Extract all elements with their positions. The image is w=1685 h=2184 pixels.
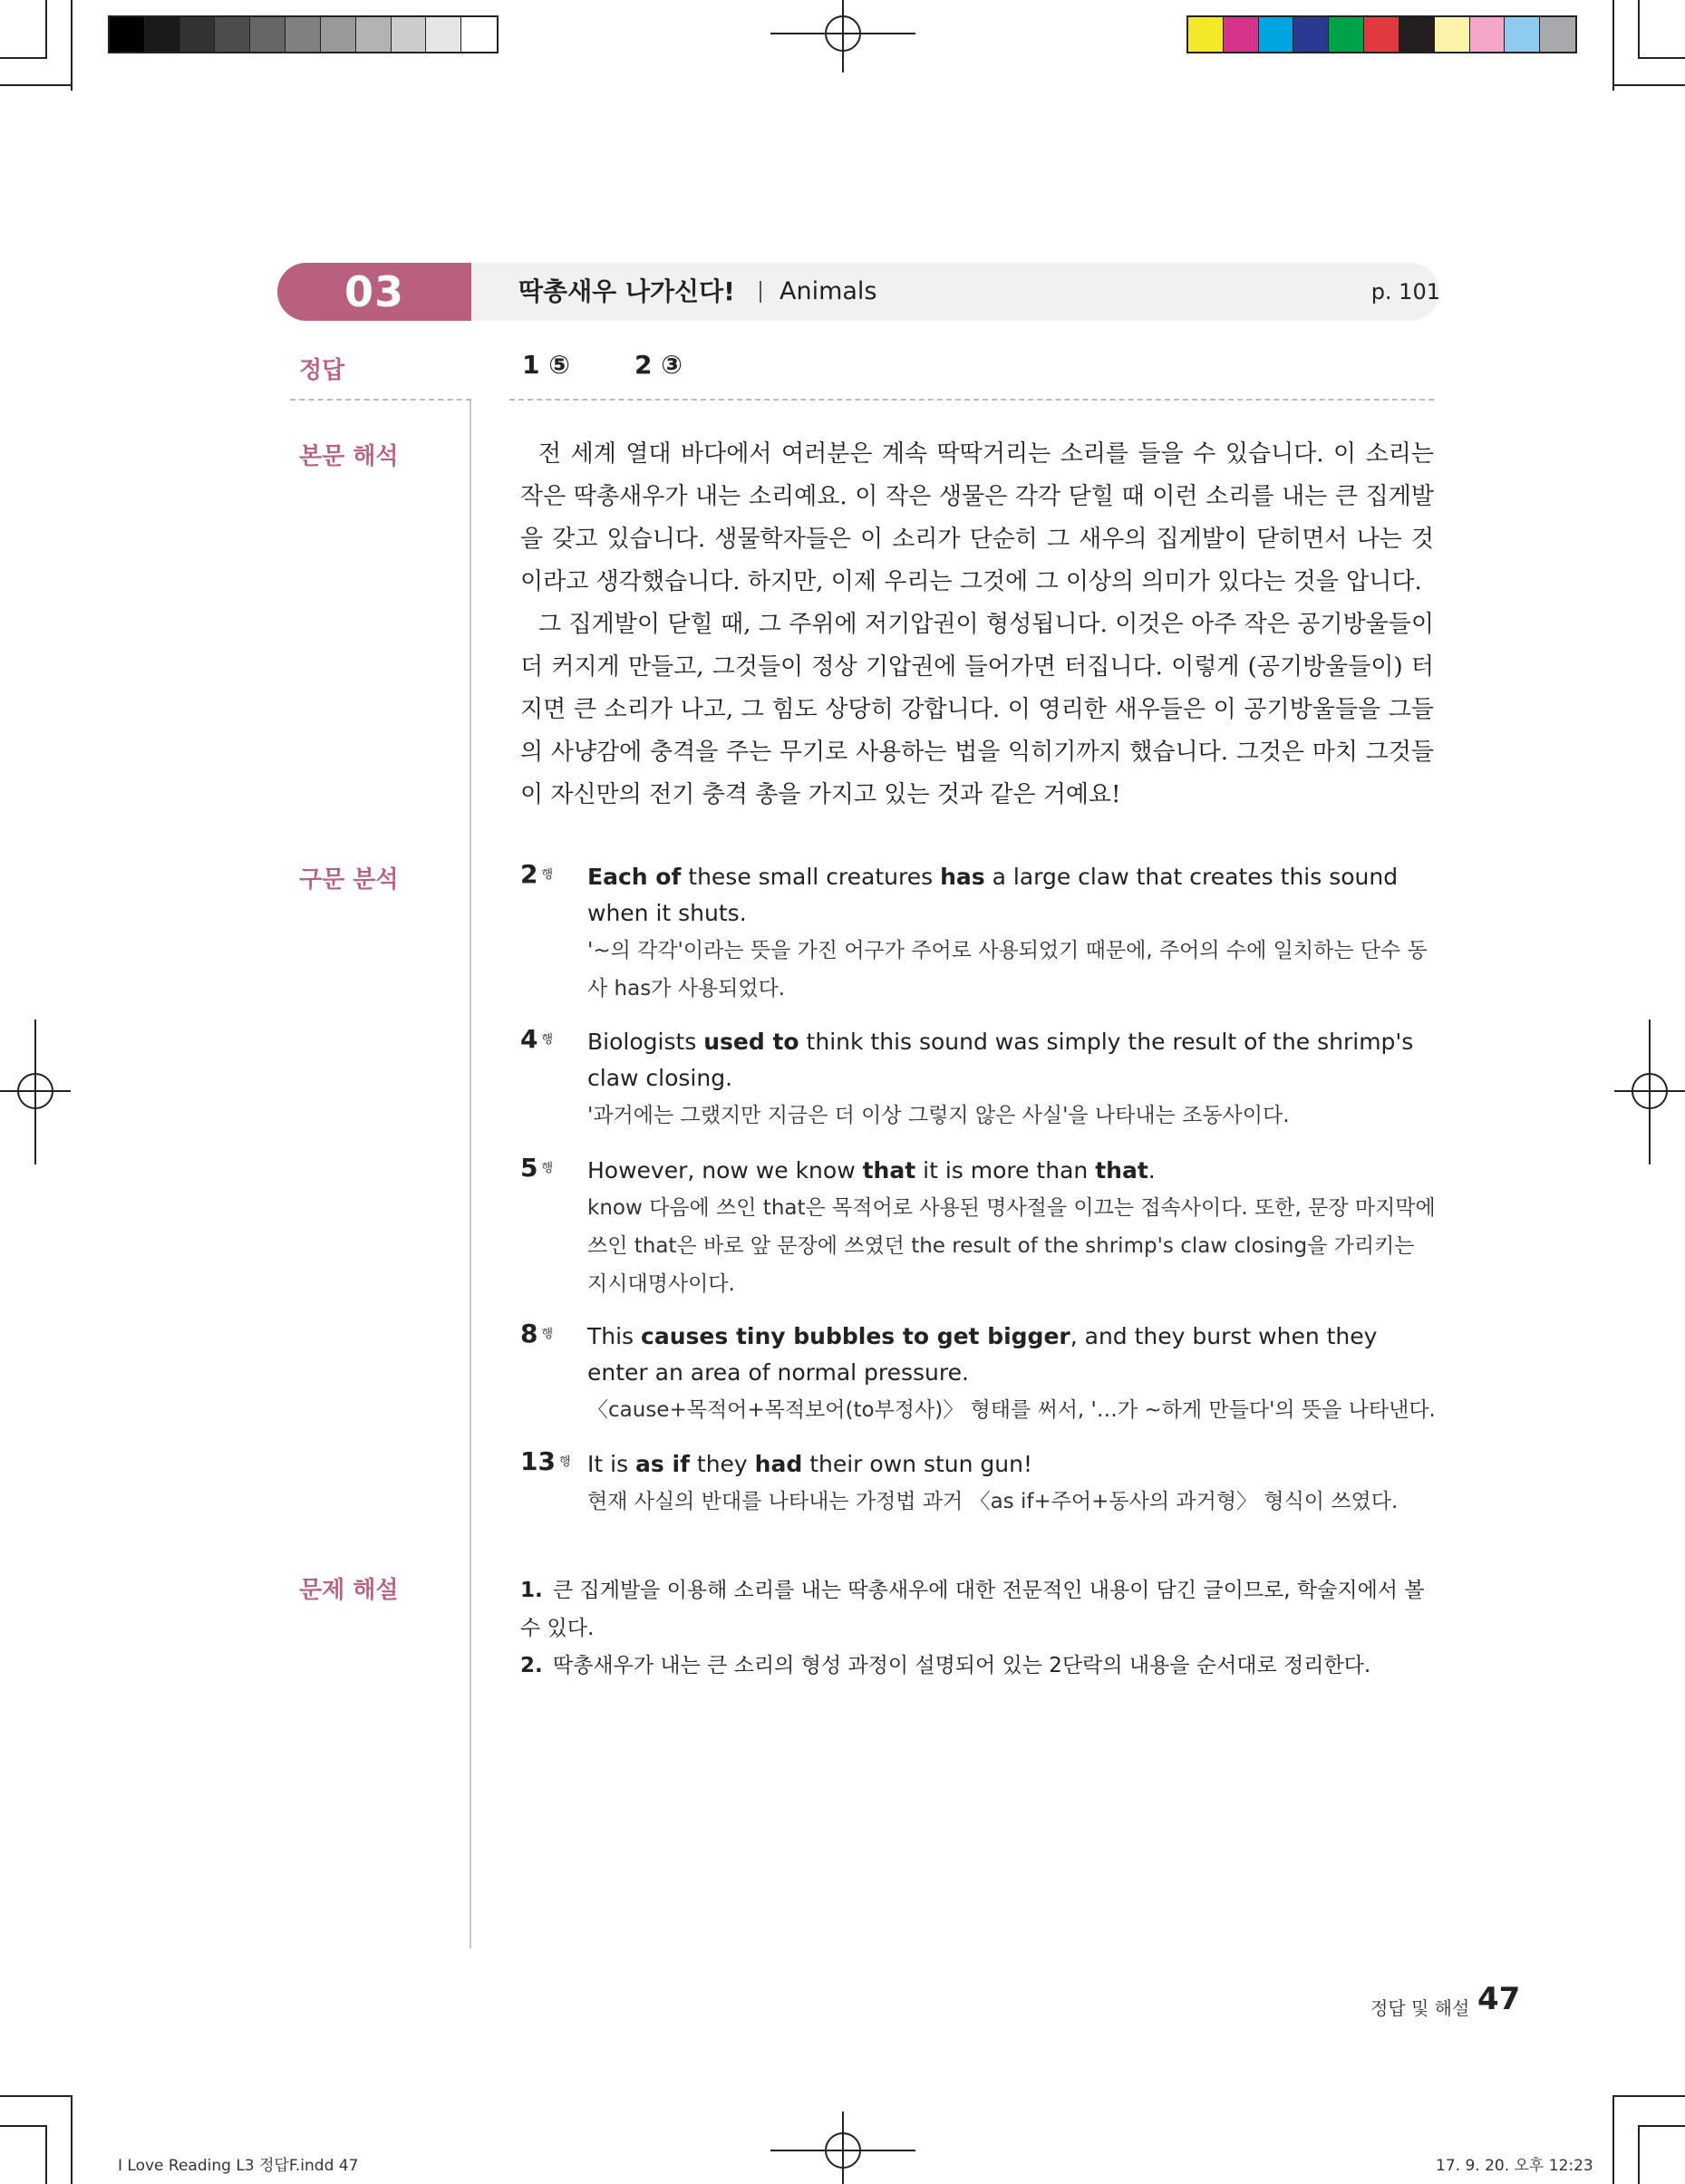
analysis-note: 〈cause+목적어+목적보어(to부정사)〉 형태를 써서, '…가 ~하게 만들다'의 뜻을 나타낸다.: [587, 1398, 1436, 1422]
line-number: [520, 859, 553, 889]
sentence-text: a large claw that creates this sound when it shuts.: [587, 864, 1399, 926]
analysis-note: 현재 사실의 반대를 나타내는 가정법 과거 〈as if+주어+동사의 과거형〉 형식이 쓰였다.: [587, 1490, 1399, 1513]
sentence-bold: had: [754, 1451, 803, 1477]
analysis-sentence: [587, 859, 1436, 932]
explanation-number: 2.: [520, 1654, 543, 1677]
sentence-bold: causes tiny bubbles to get bigger: [641, 1323, 1070, 1349]
color-swatch: [1188, 17, 1224, 52]
sentence-text: This: [587, 1323, 642, 1349]
process-color-bar: [1186, 15, 1577, 53]
color-swatch: [145, 17, 180, 52]
color-swatch: [1259, 17, 1294, 52]
line-number: [520, 1153, 553, 1183]
title-separator: [760, 281, 761, 303]
color-swatch: [180, 17, 216, 52]
page-number: 47: [1477, 1981, 1521, 2017]
analysis-sentence: [587, 1024, 1436, 1097]
sentence-bold: as if: [635, 1451, 690, 1477]
line-unit: 행: [541, 1328, 554, 1341]
line-number: [520, 1446, 571, 1476]
color-swatch: [110, 17, 145, 52]
line-number: [520, 1319, 553, 1348]
unit-number: 03: [277, 263, 471, 321]
line-unit: 행: [541, 1162, 554, 1175]
color-swatch: [392, 17, 427, 52]
line-number-value: 5: [520, 1153, 538, 1183]
unit-title: 딱총새우 나가신다!: [518, 276, 735, 306]
column-divider: [470, 399, 471, 1948]
translation-paragraph-2: 그 집게발이 닫힐 때, 그 주위에 저기압권이 형성됩니다. 이것은 아주 작은 공기방울들이 더 커지게 만들고, 그것들이 정상 기압권에 들어가면 터집니다. 이렇게 (공기방울들이) 터지면 큰 소리가 나고, 그 힘도 상당히 강합니다. 이 영리한 새우들은 이 공기방울들을 그들의 사냥감에 충격을 주는 무기로 사용하는 법을 익히기까지 했습니다. 그것은 마치 그것들이 자신만의 전기 충격 총을 가지고 있는 것과 같은 거예요!: [520, 611, 1434, 808]
translation-text: [520, 433, 1434, 817]
color-swatch: [1329, 17, 1364, 52]
grayscale-color-bar: [108, 15, 499, 53]
sentence-bold: Each of: [587, 864, 682, 890]
sentence-bold: has: [940, 864, 985, 890]
answer-2: 2 ③: [634, 350, 683, 380]
sentence-text: think this sound was simply the result of the shrimp's claw closing.: [587, 1029, 1414, 1091]
content-divider-dashed: [509, 399, 1434, 401]
line-number-value: 4: [520, 1024, 538, 1054]
label-divider-dashed: [290, 399, 471, 401]
color-swatch: [1540, 17, 1575, 52]
line-unit: 행: [541, 868, 554, 882]
color-swatch: [250, 17, 286, 52]
color-swatch: [426, 17, 461, 52]
explanation-item: [520, 1647, 1436, 1685]
sentence-bold: that: [1095, 1157, 1148, 1184]
color-swatch: [461, 17, 497, 52]
sentence-text: .: [1148, 1157, 1156, 1184]
color-swatch: [1293, 17, 1329, 52]
analysis-note: '~의 각각'이라는 뜻을 가진 어구가 주어로 사용되었기 때문에, 주어의 수에 일치하는 단수 동사 has가 사용되었다.: [587, 939, 1428, 1000]
analysis-item: [520, 1024, 1436, 1135]
explanation-number: 1.: [520, 1579, 543, 1602]
label-explanation: 문제 해설: [299, 1577, 399, 1604]
color-swatch: [1505, 17, 1540, 52]
translation-paragraph-1: 전 세계 열대 바다에서 여러분은 계속 딱딱거리는 소리를 들을 수 있습니다. 이 소리는 작은 딱총새우가 내는 소리예요. 이 작은 생물은 각각 닫힐 때 이런 소리를 내는 큰 집게발을 갖고 있습니다. 생물학자들은 이 소리가 단순히 그 새우의 집게발이 닫히면서 나는 것이라고 생각했습니다. 하지만, 이제 우리는 그것에 그 이상의 의미가 있다는 것을 압니다.: [520, 440, 1434, 595]
color-swatch: [1364, 17, 1399, 52]
analysis-note: know 다음에 쓰인 that은 목적어로 사용된 명사절을 이끄는 접속사이다. 또한, 문장 마지막에 쓰인 that은 바로 앞 문장에 쓰였던 the result of the shrimp's claw closing을 가리키는 지시대명사이다.: [587, 1196, 1436, 1296]
sentence-text: However, now we know: [587, 1157, 863, 1184]
answer-1: 1 ⑤: [522, 350, 570, 380]
color-swatch: [215, 17, 250, 52]
line-number-value: 8: [520, 1319, 538, 1348]
label-analysis: 구문 분석: [299, 866, 399, 894]
analysis-item: [520, 1319, 1436, 1429]
sentence-text: It is: [587, 1451, 636, 1477]
line-number: [520, 1024, 553, 1054]
label-answer: 정답: [299, 357, 345, 384]
color-swatch: [1224, 17, 1259, 52]
line-unit: 행: [541, 1033, 554, 1047]
line-number-value: 2: [520, 859, 538, 889]
analysis-item: [520, 1446, 1436, 1521]
sentence-text: , and they burst when they enter an area of normal pressure.: [587, 1323, 1378, 1386]
color-swatch: [321, 17, 356, 52]
explanation-text: 딱총새우가 내는 큰 소리의 형성 과정이 설명되어 있는 2단락의 내용을 순서대로 정리한다.: [553, 1654, 1371, 1677]
color-swatch: [1435, 17, 1470, 52]
label-translation: 본문 해석: [299, 443, 399, 470]
unit-category: Animals: [780, 277, 877, 305]
page-reference: p. 101: [1370, 279, 1440, 304]
sentence-text: their own stun gun!: [802, 1451, 1032, 1477]
analysis-item: [520, 859, 1436, 1008]
print-slug-date: 17. 9. 20. 오후 12:23: [1436, 2157, 1593, 2175]
line-number-value: 13: [520, 1446, 556, 1476]
sentence-bold: used to: [703, 1029, 799, 1055]
print-slug-file: I Love Reading L3 정답F.indd 47: [118, 2157, 359, 2175]
analysis-item: [520, 1153, 1436, 1303]
explanation-text: 큰 집게발을 이용해 소리를 내는 딱총새우에 대한 전문적인 내용이 담긴 글이므로, 학술지에서 볼 수 있다.: [520, 1579, 1425, 1640]
sentence-text: these small creatures: [681, 864, 941, 890]
color-swatch: [1470, 17, 1506, 52]
color-swatch: [1399, 17, 1435, 52]
explanation-item: [520, 1571, 1436, 1648]
sentence-text: they: [689, 1451, 755, 1477]
color-swatch: [286, 17, 321, 52]
footer-section-label: 정답 및 해설: [1370, 1997, 1470, 2019]
sentence-bold: that: [862, 1157, 916, 1184]
analysis-sentence: [587, 1319, 1436, 1391]
analysis-note: '과거에는 그랬지만 지금은 더 이상 그렇지 않은 사실'을 나타내는 조동사이다.: [587, 1104, 1290, 1127]
analysis-sentence: [587, 1153, 1436, 1189]
sentence-text: Biologists: [587, 1029, 704, 1055]
color-swatch: [356, 17, 392, 52]
line-unit: 행: [558, 1455, 571, 1469]
analysis-sentence: [587, 1446, 1436, 1483]
sentence-text: it is more than: [915, 1157, 1096, 1184]
